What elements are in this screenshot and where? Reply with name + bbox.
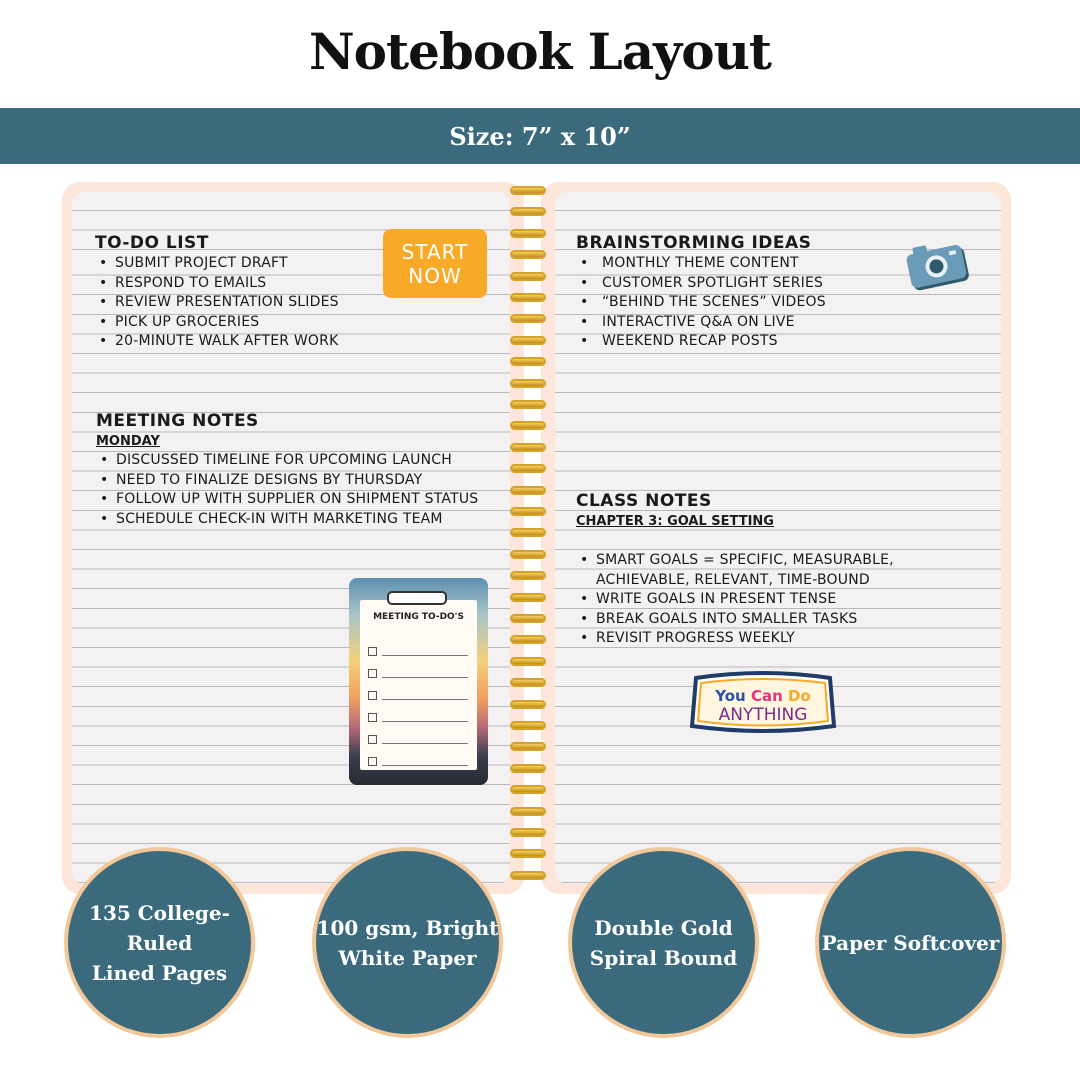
list-item: • DISCUSSED TIMELINE FOR UPCOMING LAUNCH <box>96 451 506 471</box>
sticker-text-line1: START <box>401 239 469 264</box>
brainstorm-list <box>576 254 896 352</box>
sticker-word-can: Can <box>750 687 788 705</box>
list-item: • “BEHIND THE SCENES” VIDEOS <box>576 293 896 313</box>
checkbox-row <box>368 734 468 746</box>
class-section <box>576 491 996 649</box>
sticker-text-line2: NOW <box>408 263 462 288</box>
list-item: • MONTHLY THEME CONTENT <box>576 254 896 274</box>
spiral-coil <box>510 250 546 259</box>
spiral-coil <box>510 421 546 430</box>
list-item: • FOLLOW UP WITH SUPPLIER ON SHIPMENT STATUS <box>96 490 506 510</box>
spiral-binding <box>508 178 548 898</box>
list-item: • BREAK GOALS INTO SMALLER TASKS <box>576 610 996 630</box>
spiral-coil <box>510 657 546 666</box>
meeting-todo-card-sticker <box>349 578 488 785</box>
spiral-coil <box>510 400 546 409</box>
feature-line: 135 College-Ruled <box>89 900 230 955</box>
size-label: Size: 7” x 10” <box>449 121 631 151</box>
start-now-sticker <box>383 229 487 298</box>
spiral-coil <box>510 828 546 837</box>
spiral-coil <box>510 293 546 302</box>
list-item: • SUBMIT PROJECT DRAFT <box>95 254 395 274</box>
feature-circle-binding <box>568 847 759 1038</box>
feature-line: 100 gsm, Bright <box>316 915 499 940</box>
spiral-coil <box>510 443 546 452</box>
sticker-word-you: You <box>715 687 751 705</box>
spiral-coil <box>510 871 546 880</box>
sticker-word-do: Do <box>787 687 811 705</box>
meeting-subheading: MONDAY <box>96 434 160 449</box>
spiral-coil <box>510 229 546 238</box>
checkbox-row <box>368 690 468 702</box>
spiral-coil <box>510 272 546 281</box>
spiral-coil <box>510 528 546 537</box>
feature-circle-cover <box>815 847 1006 1038</box>
todo-card-title: MEETING TO-DO'S <box>373 612 464 622</box>
list-item: • SCHEDULE CHECK-IN WITH MARKETING TEAM <box>96 510 506 530</box>
brainstorm-heading: BRAINSTORMING IDEAS <box>576 233 812 253</box>
size-banner <box>0 108 1080 164</box>
list-item: • PICK UP GROCERIES <box>95 313 395 333</box>
list-item: • RESPOND TO EMAILS <box>95 274 395 294</box>
svg-text:You Can Do <box>714 687 811 705</box>
meeting-section <box>96 411 506 529</box>
spiral-coil <box>510 721 546 730</box>
checkbox-icon <box>368 647 377 656</box>
list-item: • 20-MINUTE WALK AFTER WORK <box>95 332 395 352</box>
checkbox-icon <box>368 757 377 766</box>
spiral-coil <box>510 379 546 388</box>
todo-card-paper <box>360 600 477 770</box>
spiral-coil <box>510 186 546 195</box>
checkbox-row <box>368 668 468 680</box>
spiral-coil <box>510 785 546 794</box>
list-item: • WEEKEND RECAP POSTS <box>576 332 896 352</box>
spiral-coil <box>510 550 546 559</box>
page-title: Notebook Layout <box>308 22 772 81</box>
feature-circle-pages <box>64 847 255 1038</box>
spiral-coil <box>510 849 546 858</box>
todo-heading: TO-DO LIST <box>95 233 209 253</box>
sticker-word-anything: ANYTHING <box>718 705 808 725</box>
todo-section <box>95 233 395 352</box>
feature-line: Double Gold <box>594 915 733 940</box>
checkbox-row <box>368 756 468 768</box>
spiral-coil <box>510 593 546 602</box>
class-list <box>576 551 996 649</box>
list-item: • INTERACTIVE Q&A ON LIVE <box>576 313 896 333</box>
todo-list <box>95 254 395 352</box>
class-subheading: CHAPTER 3: GOAL SETTING <box>576 514 774 529</box>
list-item: • NEED TO FINALIZE DESIGNS BY THURSDAY <box>96 471 506 491</box>
spiral-coil <box>510 314 546 323</box>
spiral-coil <box>510 464 546 473</box>
spiral-coil <box>510 336 546 345</box>
meeting-list <box>96 451 506 529</box>
spiral-coil <box>510 742 546 751</box>
spiral-coil <box>510 635 546 644</box>
checkbox-icon <box>368 691 377 700</box>
feature-line: Spiral Bound <box>589 945 738 970</box>
you-can-do-anything-sticker <box>688 670 838 734</box>
feature-line: Lined Pages <box>91 960 228 985</box>
checkbox-row <box>368 646 468 658</box>
feature-circle-paper <box>312 847 503 1038</box>
spiral-coil <box>510 678 546 687</box>
list-item: • CUSTOMER SPOTLIGHT SERIES <box>576 274 896 294</box>
list-item: • SMART GOALS = SPECIFIC, MEASURABLE, ACHIEVABLE, RELEVANT, TIME-BOUND <box>576 551 996 590</box>
spiral-coil <box>510 571 546 580</box>
camera-sticker-icon <box>906 236 970 292</box>
checkbox-row <box>368 712 468 724</box>
spiral-coil <box>510 207 546 216</box>
spiral-coil <box>510 357 546 366</box>
spiral-coil <box>510 764 546 773</box>
list-item: • REVIEW PRESENTATION SLIDES <box>95 293 395 313</box>
checkbox-icon <box>368 735 377 744</box>
list-item: • WRITE GOALS IN PRESENT TENSE <box>576 590 996 610</box>
spiral-coil <box>510 807 546 816</box>
checkbox-icon <box>368 713 377 722</box>
brainstorm-section <box>576 233 896 352</box>
spiral-coil <box>510 486 546 495</box>
checkbox-icon <box>368 669 377 678</box>
spiral-coil <box>510 700 546 709</box>
meeting-heading: MEETING NOTES <box>96 411 259 431</box>
class-heading: CLASS NOTES <box>576 491 712 511</box>
spiral-coil <box>510 614 546 623</box>
spiral-coil <box>510 507 546 516</box>
clipboard-clip-icon <box>387 591 447 605</box>
list-item: • REVISIT PROGRESS WEEKLY <box>576 629 996 649</box>
feature-line: White Paper <box>338 945 477 970</box>
feature-line: Paper Softcover <box>821 930 1000 955</box>
